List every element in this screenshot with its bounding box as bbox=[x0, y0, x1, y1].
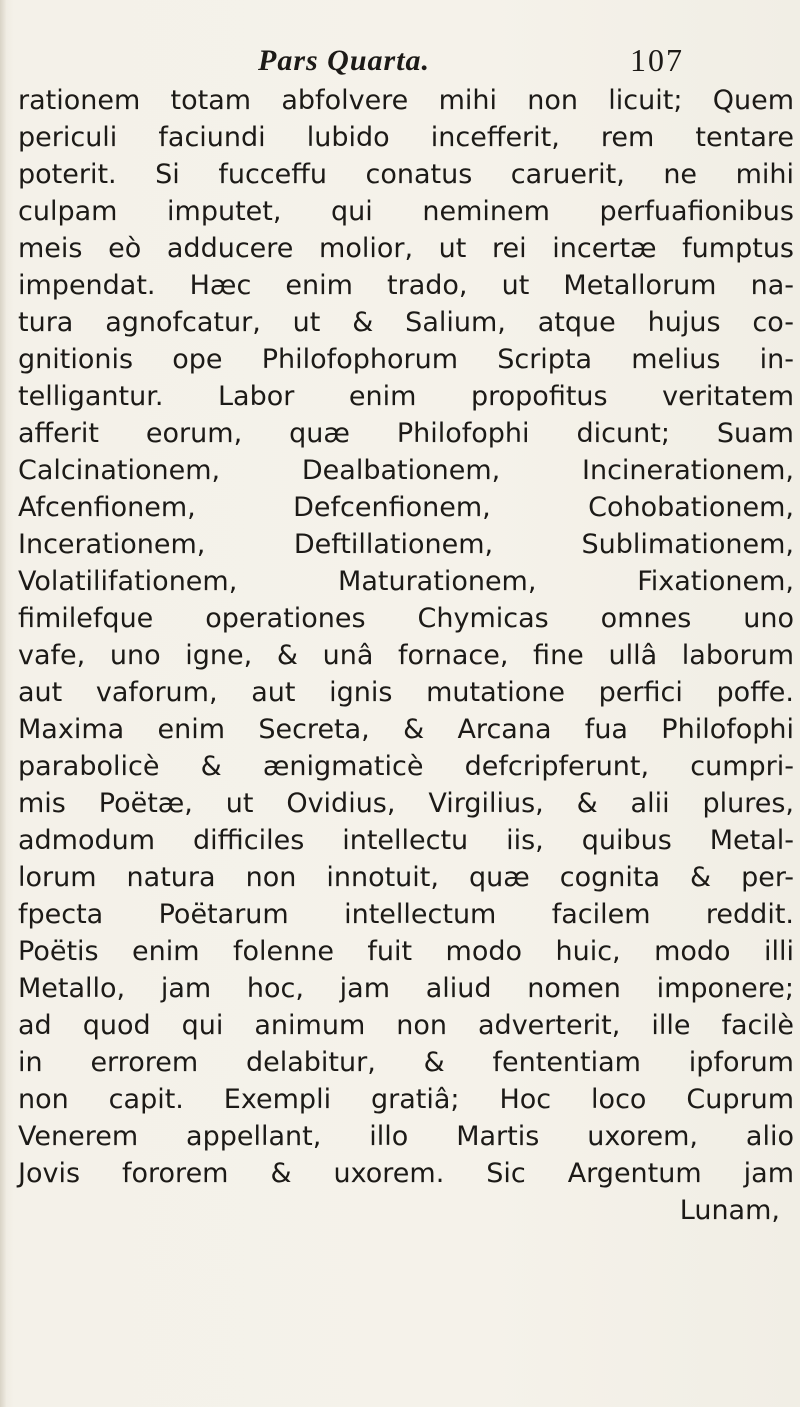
text-line: impendat. Hæc enim trado, ut Metallorum na- bbox=[18, 270, 794, 301]
text-line: parabolicè & ænigmaticè defcripferunt, cumpri- bbox=[18, 751, 794, 782]
page-number: 107 bbox=[630, 42, 684, 78]
text-line: mis Poëtæ, ut Ovidius, Virgilius, & alii plures, bbox=[18, 788, 794, 819]
text-line: Volatilifationem, Maturationem, Fixationem, bbox=[18, 566, 794, 597]
text-line: rationem totam abfolvere mihi non licuit; Quem bbox=[18, 85, 794, 116]
text-line: Venerem appellant, illo Martis uxorem, alio bbox=[18, 1121, 794, 1152]
text-line: lorum natura non innotuit, quæ cognita & per- bbox=[18, 862, 794, 893]
text-line: fpecta Poëtarum intellectum facilem reddit. bbox=[18, 899, 794, 930]
text-line: Maxima enim Secreta, & Arcana fua Philofophi bbox=[18, 714, 794, 745]
running-head: Pars Quarta. bbox=[258, 44, 431, 77]
page-header bbox=[0, 40, 800, 82]
page-gutter bbox=[0, 0, 6, 1407]
text-line: in errorem delabitur, & fententiam ipforum bbox=[18, 1047, 794, 1078]
text-line: meis eò adducere molior, ut rei incertæ fumptus bbox=[18, 233, 794, 264]
text-line: Jovis fororem & uxorem. Sic Argentum jam bbox=[18, 1158, 794, 1189]
text-line: afferit eorum, quæ Philofophi dicunt; Suam bbox=[18, 418, 794, 449]
text-line: fimilefque operationes Chymicas omnes uno bbox=[18, 603, 794, 634]
text-line: Metallo, jam hoc, jam aliud nomen imponere; bbox=[18, 973, 794, 1004]
text-line: Calcinationem, Dealbationem, Incinerationem, bbox=[18, 455, 794, 486]
text-line: poterit. Si fucceffu conatus caruerit, ne mihi bbox=[18, 159, 794, 190]
text-line: gnitionis ope Philofophorum Scripta melius in- bbox=[18, 344, 794, 375]
body-text bbox=[18, 82, 794, 1229]
text-line: tura agnofcatur, ut & Salium, atque hujus co- bbox=[18, 307, 794, 338]
text-line: Incerationem, Deftillationem, Sublimationem, bbox=[18, 529, 794, 560]
text-line: periculi faciundi lubido incefferit, rem tentare bbox=[18, 122, 794, 153]
text-line: ad quod qui animum non adverterit, ille facilè bbox=[18, 1010, 794, 1041]
text-line: Afcenfionem, Defcenfionem, Cohobationem, bbox=[18, 492, 794, 523]
text-line: telligantur. Labor enim propofitus veritatem bbox=[18, 381, 794, 412]
text-line: vafe, uno igne, & unâ fornace, fine ullâ laborum bbox=[18, 640, 794, 671]
text-line: non capit. Exempli gratiâ; Hoc loco Cuprum bbox=[18, 1084, 794, 1115]
text-line: culpam imputet, qui neminem perfuafionibus bbox=[18, 196, 794, 227]
text-line: aut vaforum, aut ignis mutatione perfici poffe. bbox=[18, 677, 794, 708]
text-line: Poëtis enim folenne fuit modo huic, modo illi bbox=[18, 936, 794, 967]
text-line: admodum difficiles intellectu iis, quibus Metal- bbox=[18, 825, 794, 856]
catchword: Lunam, bbox=[679, 1195, 780, 1226]
